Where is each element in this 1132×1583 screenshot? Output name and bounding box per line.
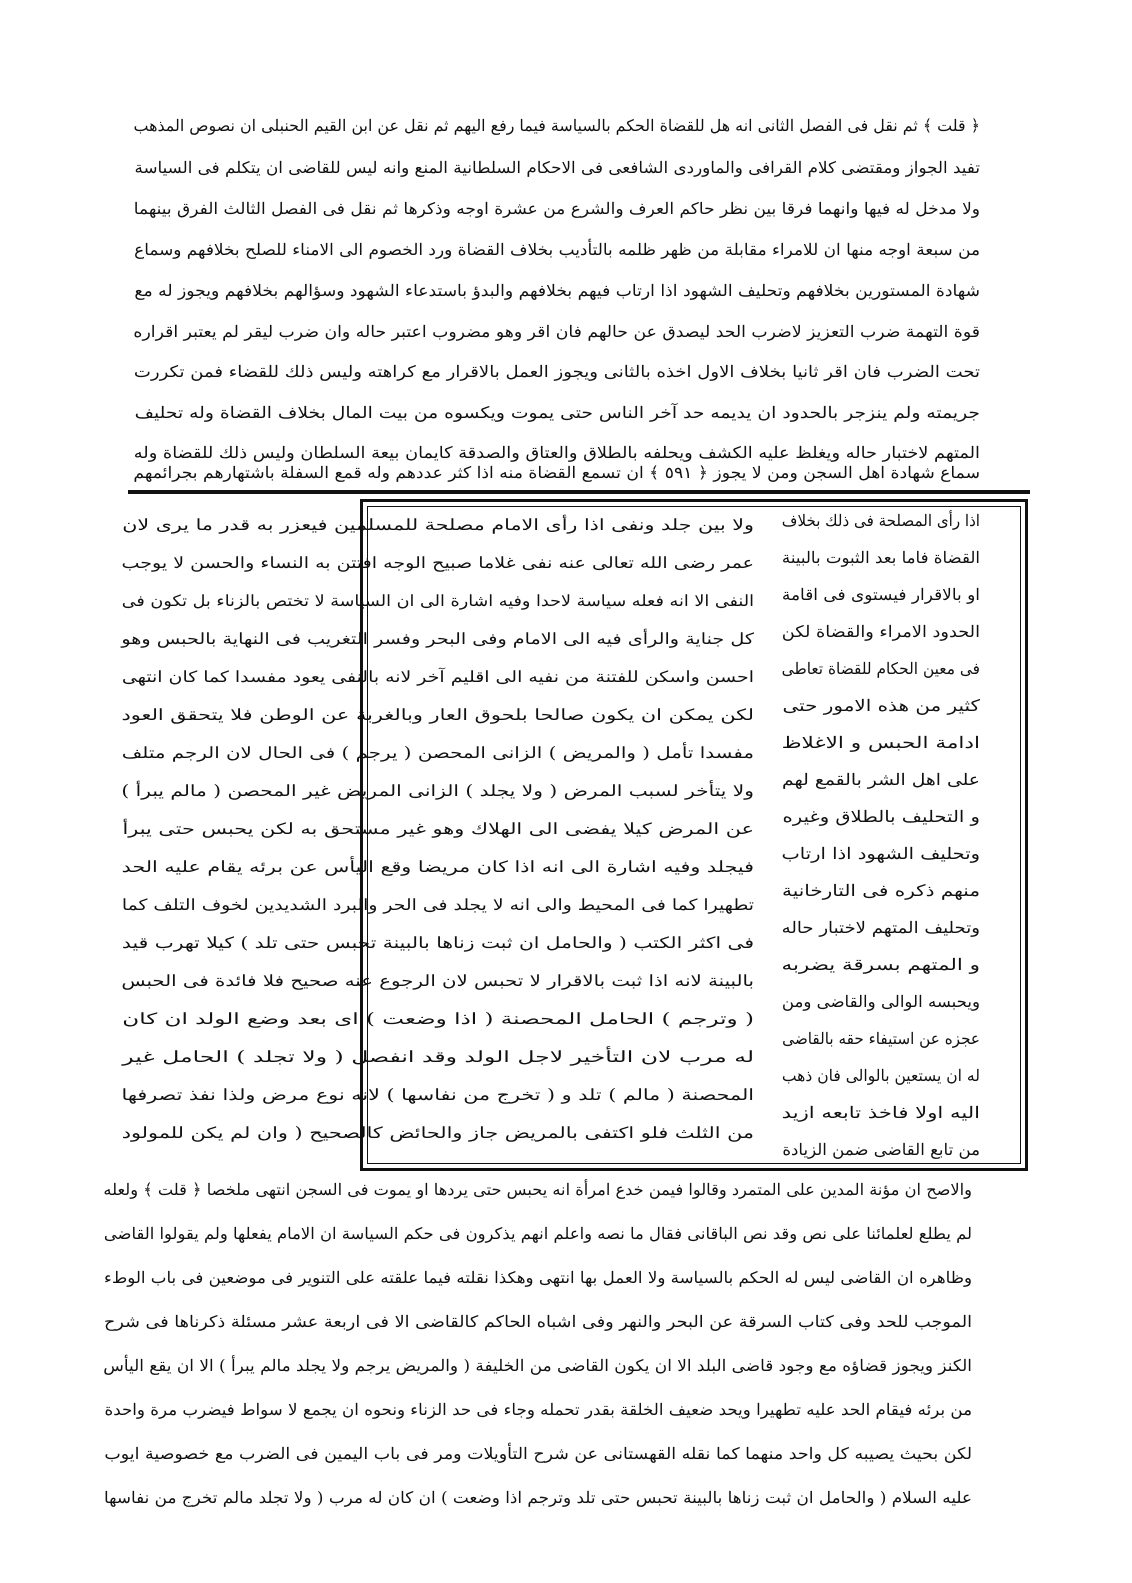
text-line: فيجلد وفيه اشارة الى انه اذا كان مريضا وقع اليأس عن برئه يقام عليه الحد [121,858,754,876]
text-line: احسن واسكن للفتنة من نفيه الى اقليم آخر لانه بالنفى يعود مفسدا كما كان انتهى [121,668,754,686]
text-line: عليه السلام ( والحامل ان ثبت زناها بالبينة تحبس حتى تلد وترجم اذا وضعت ) ان كان له مرب ( ولا تجلد مالم تخرج من نفاسها [104,1488,972,1507]
text-line: القضاة فاما بعد الثبوت بالبينة [781,548,980,567]
text-line: و التحليف بالطلاق وغيره [782,807,980,826]
section-rule [128,490,1030,494]
text-line: اذا رأى المصلحة فى ذلك بخلاف [781,511,980,530]
text-line: له ان يستعين بالوالى فان ذهب [781,1066,980,1085]
text-line: ( وترجم ) الحامل المحصنة ( اذا وضعت ) اى بعد وضع الولد ان كان [122,1010,754,1028]
text-line: الكنز ويجوز قضاؤه مع وجود قاضى البلد الا ان يكون القاضى من الخليفة ( والمريض يرجم ولا يجلد مالم يبرأ ) الا ان يقع اليأس [103,1356,972,1375]
text-line: ولا يتأخر لسبب المرض ( ولا يجلد ) الزانى المريض غير المحصن ( مالم يبرأ ) [121,782,754,800]
text-line: لم يطلع لعلمائنا على نص وقد نص الباقانى فقال ما نصه واعلم انهم يذكرون فى حكم السياسة ان الامام يفعلها ولم يقولوا القاضى [103,1224,973,1243]
text-line: تحت الضرب فان اقر ثانيا بخلاف الاول اخذه بالثانى ويجوز العمل بالاقرار مع كراهته وليس ذلك للقضاء فمن تكررت [133,362,980,381]
text-line: كل جناية والرأى فيه الى الامام وفى البحر وفسر التغريب فى النهاية بالحبس وهو [121,630,754,648]
text-line: او بالاقرار فيستوى فى اقامة [781,585,980,604]
text-line: فى معين الحكام للقضاة تعاطى [781,659,980,678]
text-line: بالبينة لانه اذا ثبت بالاقرار لا تحبس لان الرجوع عنه صحيح فلا فائدة فى الحبس [121,972,755,990]
text-line: و المتهم بسرقة يضربه [781,955,980,974]
text-line: شهادة المستورين بخلافهم وتحليف الشهود اذا ارتاب فيهم بخلافهم والبدؤ باستدعاء الشهود وسؤالهم بخلافهم ويجوز له مع [134,281,981,300]
text-line: عجزه عن استيفاء حقه بالقاضى [782,1029,980,1048]
text-line: من سبعة اوجه منها ان للامراء مقابلة من ظهر ظلمه بالتأديب بخلاف القضاة ورد الخصوم الى الامناء للصلح بخلافهم وسماع [134,240,980,259]
text-line: ادامة الحبس و الاغلاظ [781,733,980,752]
text-line: الموجب للحد وفى كتاب السرقة عن البحر والنهر وفى اشباه الحاكم كالقاضى الا فى اربعة عشر مسئلة ذكرناها فى شرح [103,1312,972,1331]
text-line: وظاهره ان القاضى ليس له الحكم بالسياسة ولا العمل بها انتهى وهكذا نقلته فيما علقته على التنوير فى موضعين فى باب الوطء [104,1268,972,1287]
text-line: ولا مدخل له فيها وانهما فرقا بين نظر حاكم العرف والشرع من عشرة اوجه وذكرها ثم نقل فى الفصل الثالث الفرق بينهما [133,199,981,218]
text-line: المحصنة ( مالم ) تلد و ( تخرج من نفاسها ) لانه نوع مرض ولذا نفذ تصرفها [121,1086,755,1104]
text-line: من الثلث فلو اكتفى بالمريض جاز والحائض كالصحيح ( وان لم يكن للمولود [121,1124,755,1142]
text-line: النفى الا انه فعله سياسة لاحدا وفيه اشارة الى ان السياسة لا تختص بالزناء بل تكون فى [121,592,754,610]
text-line: اليه اولا فاخذ تابعه ازيد [781,1103,980,1122]
text-line: وتحليف المتهم لاختبار حاله [781,918,980,937]
text-line: الحدود الامراء والقضاة لكن [781,622,980,641]
text-line: تفيد الجواز ومقتضى كلام القرافى والماوردى الشافعى فى الاحكام السلطانية المنع وانه ليس للقاضى ان يتكلم فى السياسة [134,158,980,177]
text-line: ولا بين جلد ونفى اذا رأى الامام مصلحة للمسلمين فيعزر به قدر ما يرى لان [122,516,754,534]
text-line: وتحليف الشهود اذا ارتاب [781,844,980,863]
text-line: جريمته ولم ينزجر بالحدود ان يديمه حد آخر الناس حتى يموت ويكسوه من بيت المال بخلاف القضاة وله تحليف [134,403,981,422]
text-line: والاصح ان مؤنة المدين على المتمرد وقالوا فيمن خدع امرأة انه يحبس حتى يردها او يموت فى السجن انتهى ملخصا ﴿ قلت ﴾ ولعله [103,1180,972,1199]
text-line: تطهيرا كما فى المحيط والى انه لا يجلد فى الحر والبرد الشديدين لخوف التلف كما [121,896,754,914]
text-line: لكن يمكن ان يكون صالحا بلحوق العار وبالغربة عن الوطن فلا يتحقق العود [121,706,755,724]
text-line-with-page-number: سماع شهادة اهل السجن ومن لا يجوز ﴿ ٥٩١ ﴾ ان تسمع القضاة منه اذا كثر عددهم وله قمع السفلة باشتهارهم بجرائمهم [133,463,980,482]
text-line: ويحبسه الوالى والقاضى ومن [781,992,980,1011]
text-line: كثير من هذه الامور حتى [782,696,980,715]
text-line: لكن بحيث يصيبه كل واحد منهما كما نقله القهستانى عن شرح التأويلات ومر فى باب اليمين فى الضرب مع خصوصية ايوب [104,1444,972,1463]
text-line: ﴿ قلت ﴾ ثم نقل فى الفصل الثانى انه هل للقضاة الحكم بالسياسة فيما رفع اليهم ثم نقل عن ابن القيم الحنبلى ان نصوص المذهب [133,116,980,135]
text-line: له مرب لان التأخير لاجل الولد وقد انفصل ( ولا تجلد ) الحامل غير [122,1048,754,1066]
text-line: عن المرض كيلا يفضى الى الهلاك وهو غير مستحق به لكن يحبس حتى يبرأ [122,820,754,838]
text-line: منهم ذكره فى التارخانية [782,881,980,900]
text-line: فى اكثر الكتب ( والحامل ان ثبت زناها بالبينة تحبس حتى تلد ) كيلا تهرب قيد [121,934,755,952]
text-line: على اهل الشر بالقمع لهم [782,770,980,789]
text-line: المتهم لاختبار حاله ويغلظ عليه الكشف ويحلفه بالطلاق والعتاق والصدقة كايمان بيعة السلطان وليس ذلك للقضاة وله [133,443,981,462]
text-line: من تابع القاضى ضمن الزيادة [782,1140,980,1159]
text-line: قوة التهمة ضرب التعزيز لاضرب الحد ليصدق عن حالهم فان اقر وهو مضروب اعتبر حاله وان ضرب ليقر لم يعتبر اقراره [133,322,981,341]
text-line: من برئه فيقام الحد عليه تطهيرا ويحد ضعيف الخلقة بقدر تحمله وجاء فى حد الزناء ونحوه ان يجمع لا سواط فيضرب مرة واحدة [104,1400,973,1419]
text-line: عمر رضى الله تعالى عنه نفى غلاما صبيح الوجه افتتن به النساء والحسن لا يوجب [121,554,754,572]
text-line: مفسدا تأمل ( والمريض ) الزانى المحصن ( يرجم ) فى الحال لان الرجم متلف [121,744,755,762]
